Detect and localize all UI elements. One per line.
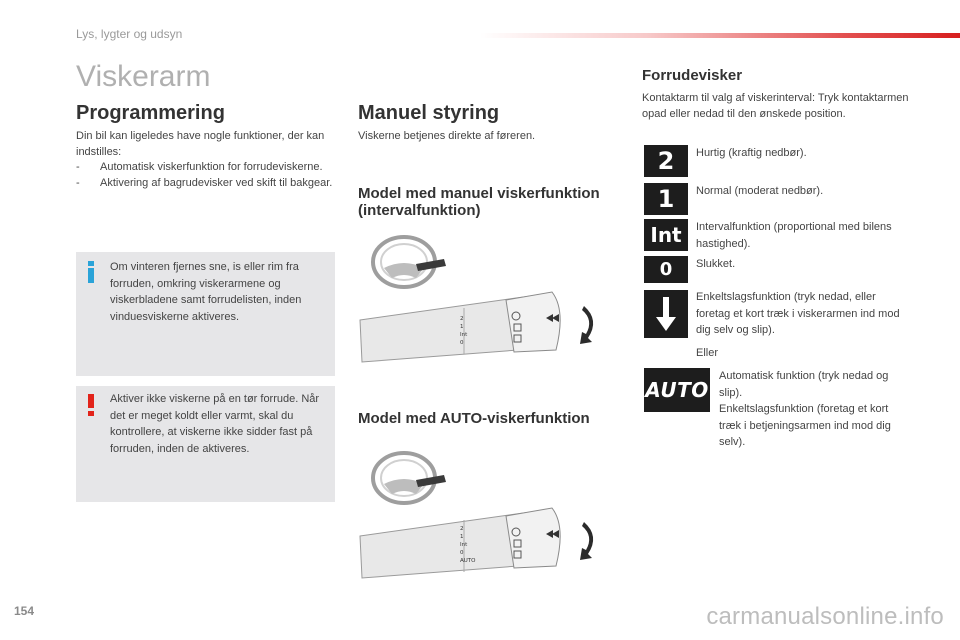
bullet-dash: - xyxy=(76,176,80,189)
stalk-label-int: Int xyxy=(460,332,468,338)
bullet-item xyxy=(76,160,338,176)
watermark: carmanualsonline.info xyxy=(706,603,944,630)
forrude-heading: Forrudevisker xyxy=(642,67,743,84)
bullet-dash: - xyxy=(76,161,80,173)
stalk-label-0: 0 xyxy=(460,340,464,346)
or-label: Eller xyxy=(696,347,719,359)
stalk-label-2: 2 xyxy=(460,526,464,532)
steering-wheel-icon xyxy=(373,237,446,287)
off-text: Slukket. xyxy=(696,258,736,270)
wiper-stalk-illustration-manual xyxy=(356,228,608,374)
auto-text xyxy=(719,368,909,451)
single-wipe-text: Enkeltslagsfunktion (tryk nedad, eller foretag et kort træk i viskerarmen ind mod dig selv og slip). xyxy=(696,291,900,336)
warning-note-text: Aktiver ikke viskerne på en tør forrude. Når det er meget koldt eller varmt, skal du kontrollere, at viskerne ikke sidder fast på forruden, inden de aktiveres. xyxy=(110,393,320,455)
page-title: Viskerarm xyxy=(76,60,211,93)
speed-1-icon: 1 xyxy=(644,183,688,215)
steering-wheel-icon xyxy=(373,453,446,503)
info-icon xyxy=(88,261,94,283)
interval-icon: Int xyxy=(644,219,688,251)
stalk-label-1: 1 xyxy=(460,324,464,330)
bullet-text: Automatisk viskerfunktion for forrudeviskerne. xyxy=(100,161,323,173)
info-note-text: Om vinteren fjernes sne, is eller rim fra forruden, omkring viskerarmene og viskerbladene samt forrudelisten, inden vinduesviskerne aktiveres. xyxy=(110,261,302,323)
warning-icon xyxy=(88,394,94,416)
model-manual-title: Model med manuel viskerfunktion (intervalfunktion) xyxy=(358,185,600,219)
rotation-arrow-icon xyxy=(580,522,593,560)
page-number: 154 xyxy=(14,604,35,618)
programmering-heading: Programmering xyxy=(76,102,225,124)
manuel-intro: Viskerne betjenes direkte af føreren. xyxy=(358,130,536,142)
speed-2-icon: 2 xyxy=(644,145,688,177)
stalk-label-1: 1 xyxy=(460,534,464,540)
bullet-item xyxy=(76,176,338,192)
rotation-arrow-icon xyxy=(580,306,593,344)
wiper-stalk-illustration-auto xyxy=(356,444,608,590)
wiper-stalk xyxy=(360,508,560,578)
auto-function-text: Automatisk funktion (tryk nedad og slip). xyxy=(719,370,889,399)
off-icon: 0 xyxy=(644,256,688,283)
warning-note xyxy=(76,386,335,502)
section-title: Lys, lygter og udsyn xyxy=(76,27,183,41)
stalk-label-int: Int xyxy=(460,542,468,548)
wiper-stalk xyxy=(360,292,560,362)
down-arrow-icon xyxy=(644,290,688,338)
stalk-label-0: 0 xyxy=(460,550,464,556)
manuel-heading: Manuel styring xyxy=(358,102,500,124)
stalk-label-2: 2 xyxy=(460,316,464,322)
interval-text: Intervalfunktion (proportional med bilens hastighed). xyxy=(696,221,892,250)
programmering-intro: Din bil kan ligeledes have nogle funktioner, der kan indstilles: xyxy=(76,130,325,158)
info-note xyxy=(76,252,335,376)
speed-2-text: Hurtig (kraftig nedbør). xyxy=(696,147,807,159)
forrude-intro: Kontaktarm til valg af viskerinterval: Tryk kontaktarmen opad eller nedad til den ønskede position. xyxy=(642,92,909,120)
model-auto-title: Model med AUTO-viskerfunktion xyxy=(358,410,590,427)
header-accent-bar xyxy=(480,33,960,38)
auto-single-wipe-text: Enkeltslagsfunktion (foretag et kort træk i betjeningsarmen ind mod dig selv). xyxy=(719,403,891,448)
auto-icon: AUTO xyxy=(644,368,710,412)
bullet-text: Aktivering af bagrudevisker ved skift til bakgear. xyxy=(100,176,333,189)
speed-1-text: Normal (moderat nedbør). xyxy=(696,185,824,197)
programmering-text xyxy=(76,129,338,191)
stalk-label-auto: AUTO xyxy=(460,558,476,564)
